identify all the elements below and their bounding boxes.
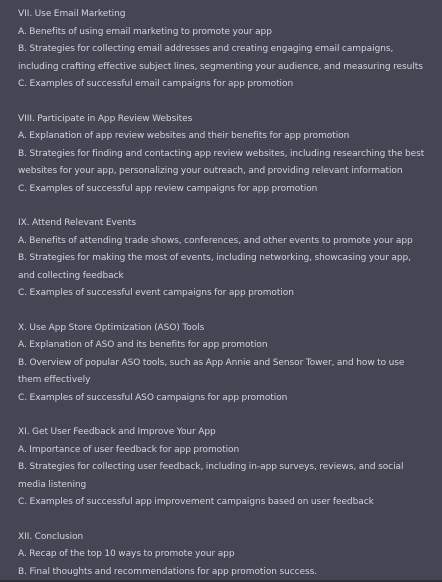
outline-item: B. Strategies for making the most of events, including networking, showcasing your app, and collecting feedback: [18, 253, 411, 281]
outline-item: B. Strategies for collecting email addresses and creating engaging email campaigns, including crafting effective subject lines, segmenting your audience, and measuring results: [18, 44, 423, 72]
outline-item: C. Examples of successful app review campaigns for app promotion: [18, 183, 318, 194]
section-heading: VIII. Participate in App Review Websites: [18, 113, 193, 124]
outline-section-ix: [18, 215, 428, 303]
section-heading: X. Use App Store Optimization (ASO) Tools: [18, 322, 205, 333]
outline-item: B. Final thoughts and recommendations for app promotion success.: [18, 566, 318, 577]
outline-item: A. Explanation of app review websites and their benefits for app promotion: [18, 131, 350, 141]
outline-section-viii: [18, 111, 428, 199]
outline-item: C. Examples of successful ASO campaigns for app promotion: [18, 392, 288, 403]
outline-item: A. Explanation of ASO and its benefits for app promotion: [18, 340, 268, 350]
outline-section-xi: [18, 424, 428, 512]
outline-section-x: [18, 320, 428, 408]
section-heading: VII. Use Email Marketing: [18, 9, 126, 19]
outline-section-xii: [18, 529, 428, 582]
outline-item: C. Examples of successful app improvement campaigns based on user feedback: [18, 497, 374, 507]
section-heading: XII. Conclusion: [18, 531, 84, 542]
outline-item: B. Strategies for collecting user feedback, including in-app surveys, reviews, and social media listening: [18, 462, 404, 490]
outline-item: A. Benefits of attending trade shows, conferences, and other events to promote your app: [18, 235, 413, 246]
outline-item: A. Benefits of using email marketing to promote your app: [18, 26, 272, 37]
outline-item: C. Examples of successful event campaigns for app promotion: [18, 288, 294, 298]
section-heading: XI. Get User Feedback and Improve Your App: [18, 427, 216, 437]
outline-item: B. Overview of popular ASO tools, such as App Annie and Sensor Tower, and how to use them effectively: [18, 357, 405, 385]
section-heading: IX. Attend Relevant Events: [18, 218, 137, 228]
outline-item: A. Recap of the top 10 ways to promote your app: [18, 549, 235, 559]
outline-item: B. Strategies for finding and contacting app review websites, including researching the best websites for your app, personalizing your outreach, and providing relevant information: [18, 148, 425, 176]
outline-section-vii: [18, 6, 428, 94]
outline-item: A. Importance of user feedback for app promotion: [18, 444, 240, 455]
outline-item: C. Examples of successful email campaigns for app promotion: [18, 79, 294, 89]
